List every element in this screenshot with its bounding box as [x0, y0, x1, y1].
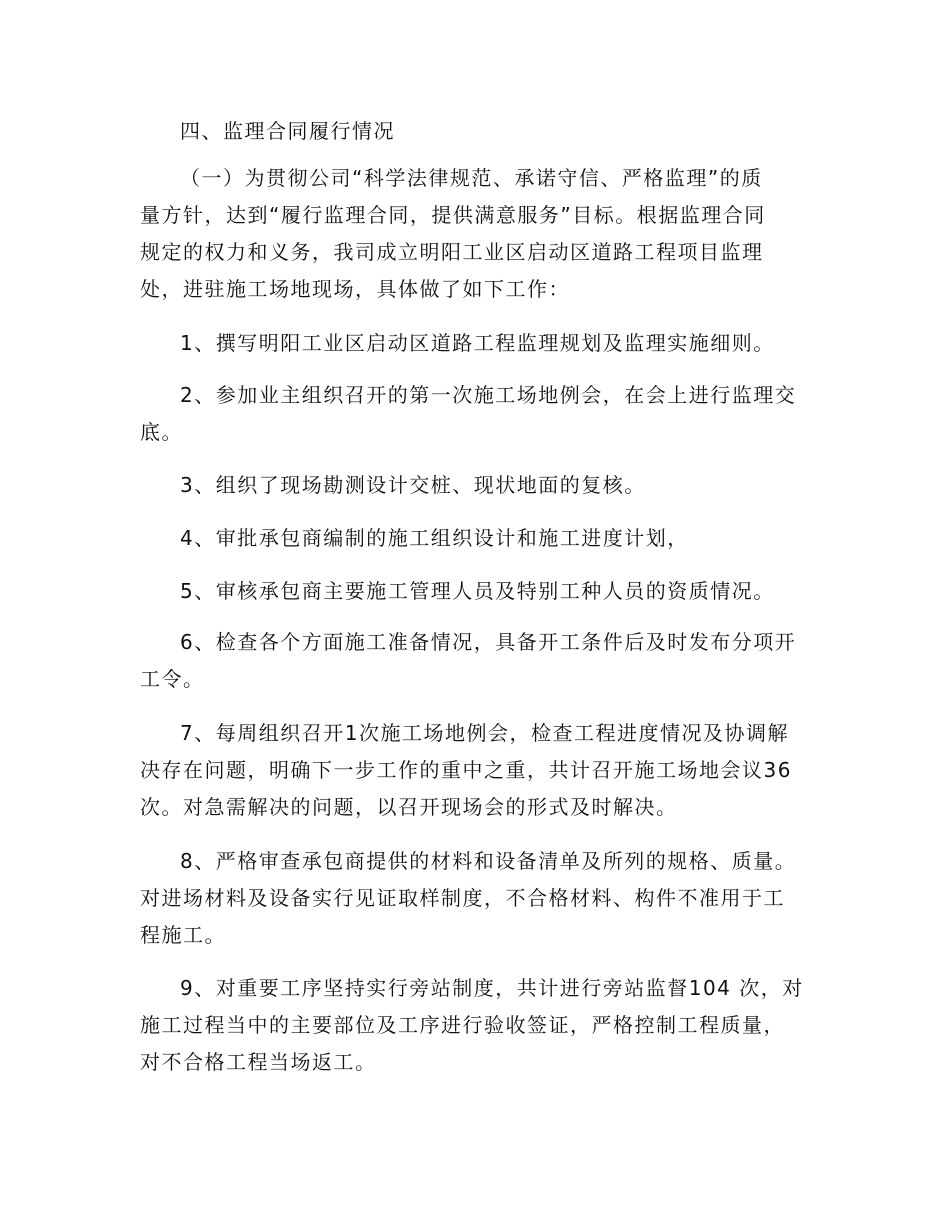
list-item-line: 1、撰写明阳工业区启动区道路工程监理规划及监理实施细则。 — [180, 331, 775, 355]
list-item-line: 3、组织了现场勘测设计交桩、现状地面的复核。 — [180, 473, 646, 497]
intro-line: （一）为贯彻公司“科学法律规范、承诺守信、严格监理”的质 — [180, 166, 763, 190]
list-item-line: 次。对急需解决的问题，以召开现场会的形式及时解决。 — [140, 795, 678, 819]
intro-paragraph — [140, 160, 816, 308]
list-item-line: 工令。 — [140, 667, 205, 691]
list-item-line: 5、审核承包商主要施工管理人员及特别工种人员的资质情况。 — [180, 579, 775, 603]
intro-line: 处，进驻施工场地现场，具体做了如下工作： — [140, 277, 570, 301]
list-item-8 — [140, 843, 816, 954]
list-item-2 — [140, 377, 816, 451]
intro-line: 规定的权力和义务，我司成立明阳工业区启动区道路工程项目监理 — [140, 240, 764, 264]
list-item-line: 9、对重要工序坚持实行旁站制度，共计进行旁站监督104 次，对 — [180, 976, 804, 1000]
list-item-line: 决存在问题，明确下一步工作的重中之重，共计召开施工场地会议36 — [140, 758, 792, 782]
list-item-line: 6、检查各个方面施工准备情况，具备开工条件后及时发布分项开 — [180, 630, 797, 654]
list-item-9 — [140, 970, 816, 1081]
list-item-3 — [140, 467, 816, 504]
list-item-line: 施工过程当中的主要部位及工序进行验收签证，严格控制工程质量， — [140, 1013, 785, 1037]
list-item-7 — [140, 715, 816, 826]
list-item-line: 4、审批承包商编制的施工组织设计和施工进度计划， — [180, 526, 689, 550]
list-item-line: 程施工。 — [140, 923, 226, 947]
list-item-1 — [140, 325, 816, 362]
intro-line: 量方针，达到“履行监理合同，提供满意服务”目标。根据监理合同 — [140, 203, 766, 227]
list-item-line: 2、参加业主组织召开的第一次施工场地例会，在会上进行监理交 — [180, 383, 797, 407]
list-item-line: 7、每周组织召开1次施工场地例会，检查工程进度情况及协调解 — [180, 721, 789, 745]
list-item-6 — [140, 624, 816, 698]
list-item-5 — [140, 573, 816, 610]
list-item-line: 对不合格工程当场返工。 — [140, 1050, 377, 1074]
section-heading — [140, 113, 816, 150]
list-item-line: 底。 — [140, 420, 183, 444]
list-item-line: 对进场材料及设备实行见证取样制度，不合格材料、构件不准用于工 — [140, 886, 785, 910]
list-item-4 — [140, 520, 816, 557]
list-item-line: 8、严格审查承包商提供的材料和设备清单及所列的规格、质量。 — [180, 849, 797, 873]
section-heading-text: 四、监理合同履行情况 — [180, 119, 395, 143]
